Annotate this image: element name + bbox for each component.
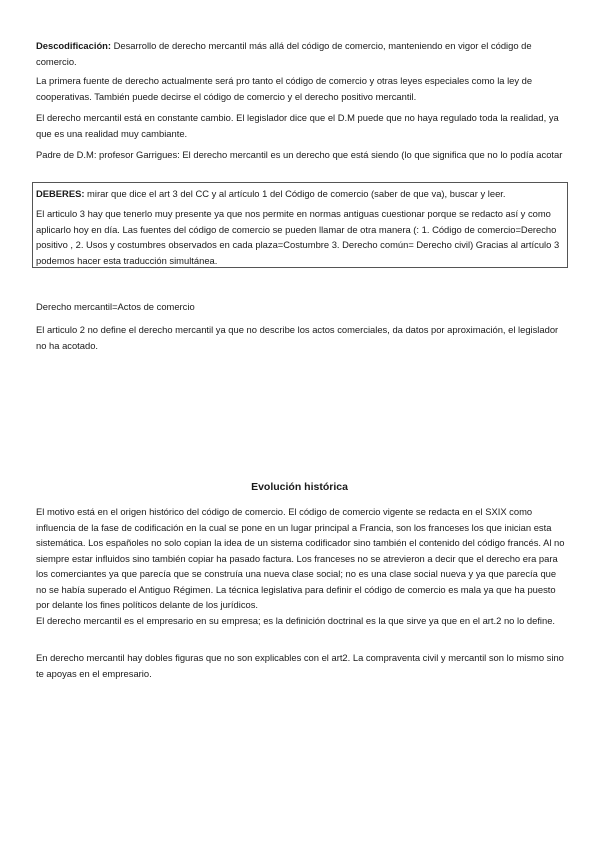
paragraph-descodificacion-text: Desarrollo de derecho mercantil más allá del código de comercio, manteniendo en vigor el código de comercio. xyxy=(36,40,532,67)
paragraph-constante-cambio: El derecho mercantil está en constante cambio. El legislador dice que el D.M puede que no haya regulado toda la realidad, ya que es una realidad muy cambiante. xyxy=(36,112,559,139)
paragraph-empresario: El derecho mercantil es el empresario en su empresa; es la definición doctrinal es la que sirve ya que en el art.2 no lo define. xyxy=(36,615,556,626)
paragraph-deberes xyxy=(36,186,566,202)
paragraph-descodificacion xyxy=(36,38,566,69)
term-deberes: DEBERES: xyxy=(36,188,85,199)
paragraph-motivo-historico: El motivo está en el origen histórico del código de comercio. El código de comercio vigente se redacta en el SXIX como influencia de la fase de codificación en la cual se pone en un lugar principal a Francia, son los franceses los que inician esta sistemática. Los españoles no solo copian la idea de un sistema codificador sino también el contenido del código francés. Al no siempre estar influidos sino también copiar ha pasado factura. Los franceses no se atrevieron a decir que el derecho era para los comerciantes ya que parecía que se construía una nueva clase social; no es una clase social nueva y ya que parecía que no se había superado el Antiguo Régimen. La técnica legislativa para definir el código de comercio es mala ya que ha puesto por delante los fines políticos delante de los jurídicos. xyxy=(36,506,565,610)
paragraph-garrigues: Padre de D.M: profesor Garrigues: El derecho mercantil es un derecho que está siendo (lo que significa que no lo podía acotar xyxy=(36,149,563,160)
section-heading: Evolución histórica xyxy=(251,481,348,493)
paragraph-primera-fuente: La primera fuente de derecho actualmente será pro tanto el código de comercio y otras leyes especiales como la ley de cooperativas. También puede decirse el código de comercio y el derecho positivo mercantil. xyxy=(36,75,533,102)
paragraph-dobles-figuras: En derecho mercantil hay dobles figuras que no son explicables con el art2. La compraventa civil y mercantil son lo mismo sino te apoyas en el empresario. xyxy=(36,652,564,679)
paragraph-deberes-text: mirar que dice el art 3 del CC y al artículo 1 del Código de comercio (saber de que va), buscar y leer. xyxy=(84,188,506,199)
paragraph-articulo-3: El articulo 3 hay que tenerlo muy presente ya que nos permite en normas antiguas cuestionar porque se redacto así y como aplicarlo hoy en día. Las fuentes del código de comercio se pueden llamar de otra manera (: 1. Código de comercio=Derecho positivo , 2. Usos y costumbres observados en cada plaza=Costumbre 3. Derecho común= Derecho civil) Gracias al artículo 3 podemos hacer esta traducción simultánea. xyxy=(36,208,560,266)
term-descodificacion: Descodificación: xyxy=(36,40,112,51)
paragraph-actos-comercio: Derecho mercantil=Actos de comercio xyxy=(36,301,195,312)
paragraph-articulo-2: El articulo 2 no define el derecho mercantil ya que no describe los actos comerciales, da datos por aproximación, el legislador no ha acotado. xyxy=(36,324,559,351)
